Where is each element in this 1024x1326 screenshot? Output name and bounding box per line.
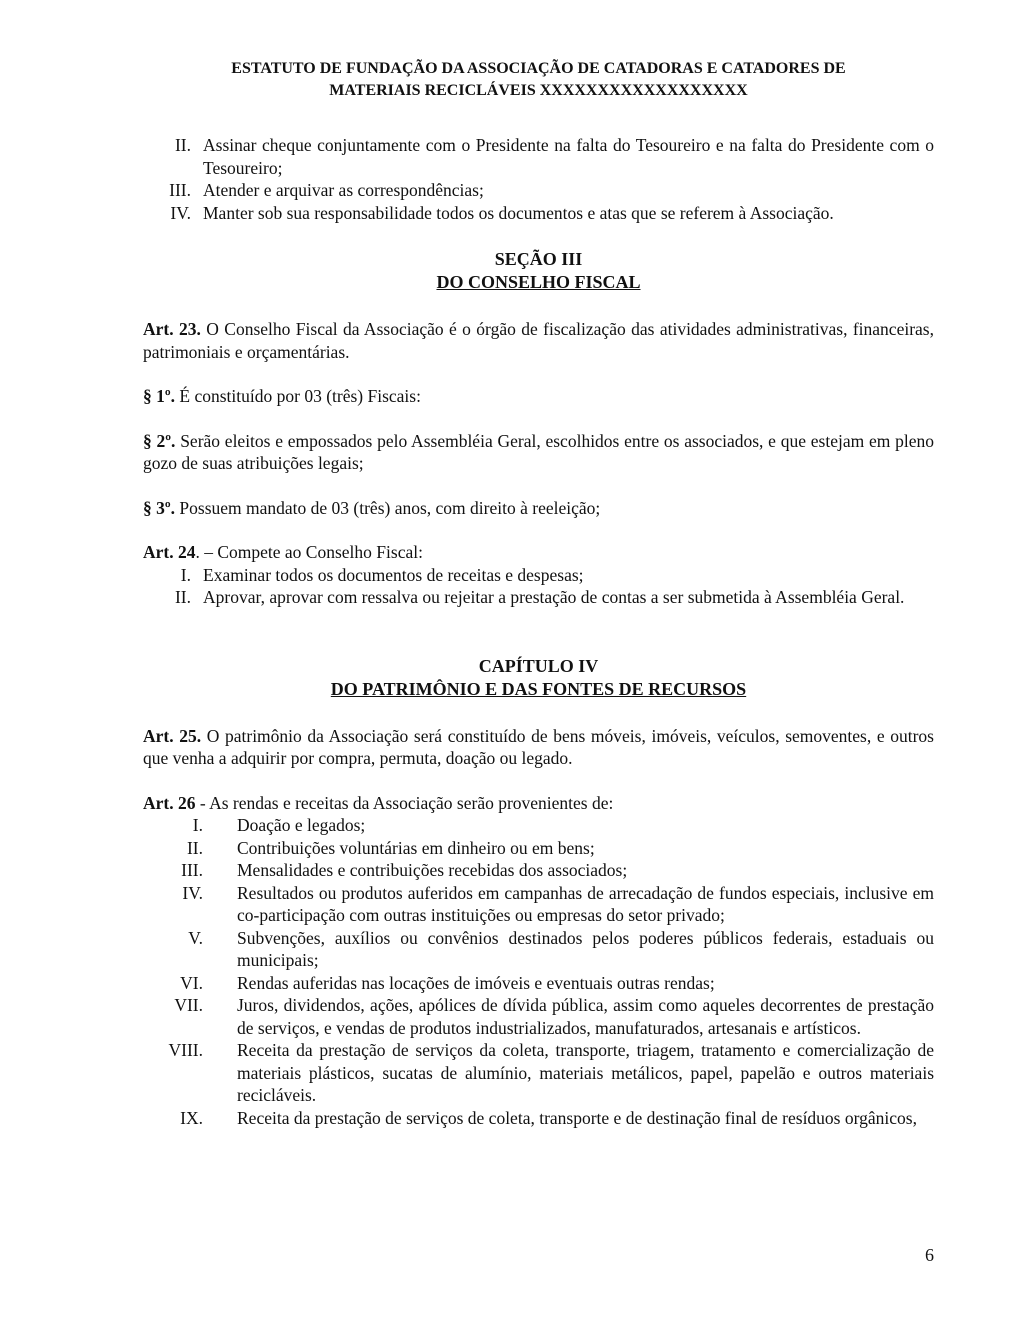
list-text: Assinar cheque conjuntamente com o Presidente na falta do Tesoureiro e na falta do Presidente com o Tesoureiro; — [203, 135, 934, 178]
section-subtitle: DO CONSELHO FISCAL — [436, 272, 641, 292]
chapter-subtitle: DO PATRIMÔNIO E DAS FONTES DE RECURSOS — [330, 678, 747, 699]
paragraph-label: § 2º. — [143, 430, 176, 451]
list-text: Mensalidades e contribuições recebidas dos associados; — [237, 860, 628, 880]
article-text: - As rendas e receitas da Associação serão provenientes de: — [195, 792, 614, 813]
article-23 — [143, 318, 934, 363]
list-text: Atender e arquivar as correspondências; — [203, 180, 484, 200]
list-numeral: II. — [174, 587, 191, 607]
list-item — [143, 586, 934, 609]
list-text: Receita da prestação de serviços de coleta, transporte e de destinação final de resíduos orgânicos, — [237, 1107, 917, 1128]
list-text: Rendas auferidas nas locações de imóveis e eventuais outras rendas; — [237, 972, 715, 993]
article-label: Art. 23. — [143, 319, 201, 339]
article-text: . – Compete ao Conselho Fiscal: — [195, 542, 423, 562]
list-numeral: VIII. — [168, 1040, 203, 1060]
list-numeral: IV. — [170, 202, 191, 223]
paragraph-text: É constituído por 03 (três) Fiscais: — [175, 386, 421, 406]
header-line-2: MATERIAIS RECICLÁVEIS XXXXXXXXXXXXXXXXXX — [329, 82, 748, 99]
list-text: Manter sob sua responsabilidade todos os documentos e atas que se referem à Associação. — [203, 202, 834, 223]
article-text: O patrimônio da Associação será constituído de bens móveis, imóveis, veículos, semoventes, e outros que venha a adquirir por compra, permuta, doação ou legado. — [143, 725, 934, 768]
paragraph-1 — [143, 385, 934, 408]
list-numeral: II. — [174, 135, 191, 155]
list-text: Juros, dividendos, ações, apólices de dívida pública, assim como aqueles decorrentes de prestação de serviços, e vendas de produtos industrializados, manufaturados, artesanais e artísticos. — [237, 995, 934, 1038]
list-numeral: IX. — [180, 1107, 203, 1128]
list-top — [143, 134, 934, 224]
list-art26 — [143, 814, 934, 1129]
list-numeral: V. — [188, 927, 203, 948]
list-numeral: I. — [192, 815, 203, 835]
paragraph-3 — [143, 497, 934, 520]
paragraph-label: § 3º. — [143, 497, 176, 518]
section-heading — [143, 248, 934, 294]
list-text: Examinar todos os documentos de receitas e despesas; — [203, 564, 584, 585]
list-text: Contribuições voluntárias em dinheiro ou em bens; — [237, 837, 595, 858]
list-item — [143, 564, 934, 587]
list-numeral: II. — [186, 837, 203, 858]
list-item — [143, 134, 934, 179]
list-text: Subvenções, auxílios ou convênios destinados pelos poderes públicos federais, estaduais ou municipais; — [237, 927, 934, 970]
list-item — [143, 202, 934, 225]
article-text: O Conselho Fiscal da Associação é o órgão de fiscalização das atividades administrativas, financeiras, patrimoniais e orçamentárias. — [143, 319, 934, 362]
list-numeral: III. — [181, 860, 203, 880]
article-24 — [143, 541, 934, 564]
list-numeral: I. — [180, 564, 191, 585]
article-26 — [143, 792, 934, 815]
list-numeral: VI. — [180, 972, 203, 993]
article-25 — [143, 725, 934, 770]
paragraph-text: Serão eleitos e empossados pelo Assembléia Geral, escolhidos entre os associados, e que estejam em pleno gozo de suas atribuições legais; — [143, 430, 934, 473]
document-page — [143, 58, 934, 1129]
list-item — [143, 882, 934, 927]
list-item — [143, 179, 934, 202]
article-label: Art. 25. — [143, 725, 202, 746]
list-numeral: IV. — [182, 882, 203, 903]
paragraph-text: Possuem mandato de 03 (três) anos, com direito à reeleição; — [175, 497, 601, 518]
page-number: 6 — [925, 1245, 934, 1265]
list-item — [143, 859, 934, 882]
list-text: Doação e legados; — [237, 815, 366, 835]
list-item — [143, 1107, 934, 1130]
document-body — [143, 134, 934, 1129]
list-item — [143, 814, 934, 837]
header-line-1: ESTATUTO DE FUNDAÇÃO DA ASSOCIAÇÃO DE CATADORAS E CATADORES DE — [231, 60, 846, 77]
list-text: Resultados ou produtos auferidos em campanhas de arrecadação de fundos especiais, inclusive em co-participação com outras instituições ou empresas do setor privado; — [237, 882, 934, 925]
list-item — [143, 1039, 934, 1107]
list-art24 — [143, 564, 934, 609]
paragraph-label: § 1º. — [143, 386, 176, 406]
list-item — [143, 927, 934, 972]
chapter-heading — [143, 655, 934, 701]
article-label: Art. 24 — [143, 542, 196, 562]
chapter-title: CAPÍTULO IV — [478, 655, 599, 676]
list-item — [143, 837, 934, 860]
list-item — [143, 972, 934, 995]
list-text: Receita da prestação de serviços da coleta, transporte, triagem, tratamento e comercialização de materiais plásticos, sucatas de alumínio, materiais metálicos, papel, papelão e outros materiais recicláveis. — [237, 1040, 934, 1105]
list-text: Aprovar, aprovar com ressalva ou rejeitar a prestação de contas a ser submetida à Assembléia Geral. — [203, 587, 905, 607]
paragraph-2 — [143, 430, 934, 475]
list-numeral: VII. — [174, 995, 203, 1015]
section-title: SEÇÃO III — [494, 249, 583, 269]
document-header — [143, 58, 934, 102]
article-label: Art. 26 — [143, 792, 196, 813]
list-item — [143, 994, 934, 1039]
list-numeral: III. — [169, 180, 191, 200]
